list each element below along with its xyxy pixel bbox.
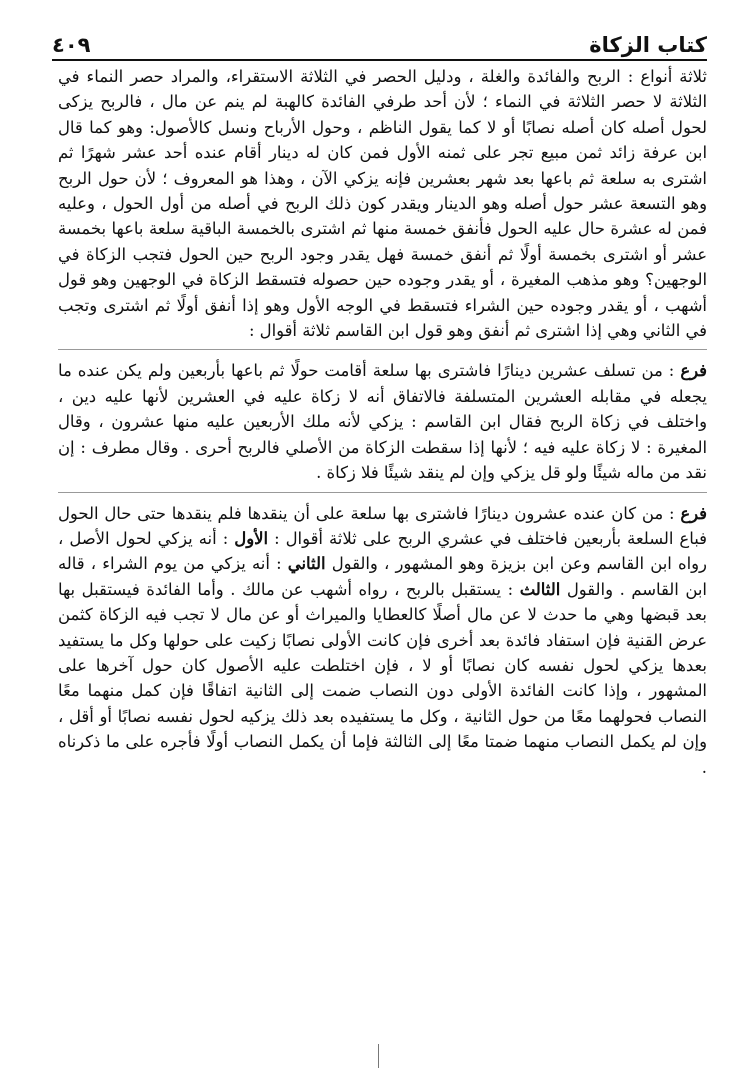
paragraph-text: : يستقبل بالربح ، رواه أشهب عن مالك . وأما الفائدة فيستقبل بها بعد قبضها وهي ما حدث لا عن مال أصلًا كالعطايا والميراث أو عن مال لا تجب فيه الزكاة كثمن عرض القنية فإن استفاد فائدة بعد أخرى فإن كانت الأولى نصابًا زكيت على حولها وكل ما يستفيد بعدها يزكي لحول نفسه كان نصابًا أو لا ، فإن اختلطت عليه الأصول كان حول آخرها على المشهور ، وإذا كانت الفائدة الأولى دون النصاب ضمت إلى الثانية اتفاقًا فإن كمل منهما معًا النصاب فحولهما معًا من حول الثانية ، وكل ما يستفيده بعد ذلك يزكيه لحول نفسه نصابًا أو أقل ، وإن لم يكمل النصاب منهما ضمتا معًا إلى الثالثة فإما أن يكمل النصاب أولًا فأجره على ما ذكرناه . — [58, 579, 707, 777]
paragraph-profit-types: ثلاثة أنواع : الربح والفائدة والغلة ، ودليل الحصر في الثلاثة الاستقراء، والمراد حصر النماء في الثلاثة لا حصر الثلاثة في النماء ؛ لأن أحد طرفي الفائدة كالهبة لم ينم عن مال ، فالربح يزكى لحول أصله كان أصله نصابًا أو لا كما يقول الناظم ، وحول الأرباح ونسل كالأصول: وهو كما قال ابن عرفة زائد ثمن مبيع تجر على ثمنه الأول فمن كان له دينار أقام عنده أحد عشر شهرًا ثم اشترى به سلعة ثم باعها بعد شهر بعشرين فإنه يزكي الآن ، وهذا هو المعروف ؛ لأن حول الربح وهو التسعة عشر حول أصله وهو الدينار ويقدر كون ذلك الربح في أصله من أول الحول ، وعليه فمن له عشرة حال عليه الحول فأنفق خمسة منها ثم اشترى بالخمسة الباقية سلعة باعها بخمسة عشر أو اشترى بخمسة أولًا ثم أنفق خمسة فهل يقدر وجود الربح حين الحول فتجب الزكاة في الوجهين؟ وهو مذهب المغيرة ، أو يقدر وجوده حين حصوله فتسقط الزكاة في الوجهين وهو قول أشهب ، أو يقدر وجوده حين الشراء فتسقط في الوجه الأول وهو إذا أنفق أولًا ثم اشترى وتجب في الثاني وهي إذا اشترى ثم أنفق وهو قول ابن القاسم ثلاثة أقوال : — [58, 67, 707, 341]
paragraph-text: : من كان عنده عشرون دينارًا فاشترى بها سلعة على أن ينقدها فلم ينقدها حتى حال الحول فباع السلعة بأربعين فاختلف في عشري الربح على ثلاثة أقوال : — [58, 503, 707, 548]
section-divider — [58, 492, 707, 493]
paragraph-text: : أنه يزكي من يوم الشراء ، قاله ابن القاسم . والقول — [58, 554, 707, 599]
furu-label: فرع — [680, 361, 707, 381]
paragraph-unpaid-goods — [58, 501, 707, 780]
section-divider — [58, 349, 707, 350]
page-number: ٤٠٩ — [52, 33, 91, 57]
page-header — [52, 24, 707, 56]
page-body — [58, 64, 707, 780]
second-opinion-label: الثاني — [287, 554, 326, 574]
furu-label: فرع — [680, 503, 707, 523]
book-title: كتاب الزكاة — [589, 33, 707, 57]
paragraph-text: : من تسلف عشرين دينارًا فاشترى بها سلعة أقامت حولًا ثم باعها بأربعين ولم يكن عنده ما يجعله في مقابله العشرين المتسلفة فالاتفاق أنه لا زكاة عليه في العشرين لأنها عليه دين ، واختلف في زكاة الربح فقال ابن القاسم : يزكي لأنه ملك الأربعين عليه منها عشرون ، وقال المغيرة : لا زكاة عليه فيه ؛ لأنها إذا سقطت الزكاة من الأصلي فالربح أحرى . وقال مطرف : إن نقد من ماله شيئًا ولو قل يزكي وإن لم ينقد شيئًا فلا زكاة . — [58, 361, 707, 483]
third-opinion-label: الثالث — [519, 579, 561, 599]
header-rule — [52, 59, 707, 61]
paragraph-text: : أنه يزكي لحول الأصل ، رواه ابن القاسم وعن ابن بزيزة وهو المشهور ، والقول — [58, 528, 707, 574]
margin-mark — [378, 1044, 379, 1068]
paragraph-borrowed-twenty — [58, 358, 707, 485]
first-opinion-label: الأول — [234, 528, 269, 548]
